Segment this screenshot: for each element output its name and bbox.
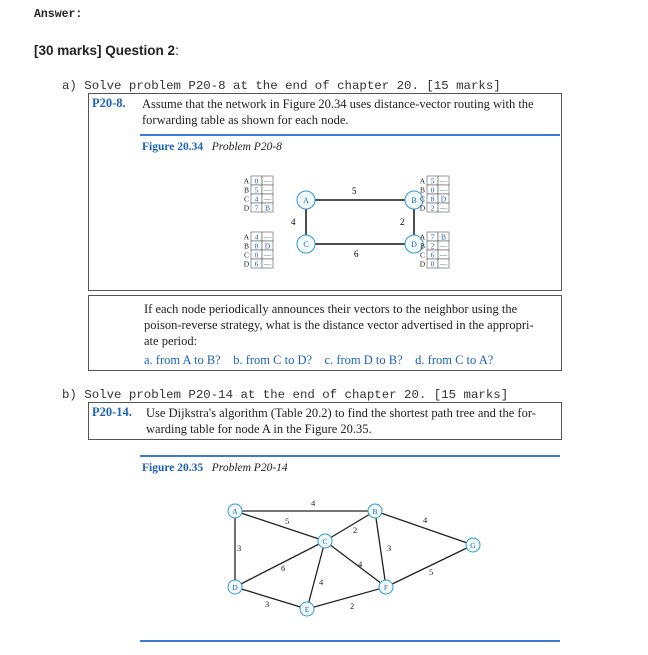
- node-b-label: B: [411, 196, 417, 205]
- graph-node-g: [466, 538, 480, 552]
- figure-20-35-graph: [215, 495, 495, 625]
- node-a: [297, 191, 315, 209]
- option-a: a. from A to B?: [144, 353, 221, 367]
- table-b-cell: D: [440, 194, 447, 204]
- figure-20-34-network: [220, 170, 470, 280]
- table-a-cell: 5: [254, 185, 259, 195]
- graph-node-f: [379, 580, 393, 594]
- question-title: [34, 43, 179, 58]
- weight-a-c: 5: [285, 516, 290, 526]
- weight-b-g: 4: [423, 515, 428, 525]
- table-d-cell: C: [419, 250, 426, 260]
- figure-20-35-label: Figure 20.35: [142, 462, 204, 474]
- table-d-cell: —: [439, 259, 448, 269]
- weight-c-e: 4: [319, 577, 324, 587]
- figure-20-35-caption: [142, 462, 288, 474]
- answer-label: Answer:: [34, 8, 83, 21]
- graph-node-label: D: [232, 583, 238, 592]
- network-links: [306, 200, 414, 244]
- table-a-cell: —: [263, 185, 272, 195]
- table-b-cell: 0: [430, 185, 435, 195]
- question-title-colon: :: [175, 43, 179, 58]
- table-a-cell: B: [243, 185, 250, 195]
- graph-node-e: [300, 602, 314, 616]
- table-c-cell: D: [264, 241, 271, 251]
- table-b-cell: A: [419, 176, 426, 186]
- node-c-label: C: [303, 240, 309, 249]
- graph-node-label: C: [322, 537, 328, 546]
- weight-c-f: 4: [358, 559, 363, 569]
- edge-label-b-d: 2: [400, 217, 405, 227]
- table-a-cell: C: [243, 194, 250, 204]
- table-c-cell: D: [243, 259, 250, 269]
- table-c-cell: —: [263, 232, 272, 242]
- question-title-text: [30 marks] Question 2: [34, 43, 176, 58]
- weight-b-f: 3: [387, 543, 392, 553]
- p20-8-question-line-1: If each node periodically announces their vectors to the neighbor using the: [144, 302, 518, 316]
- p20-8-question-line-3: ate period:: [144, 334, 198, 348]
- table-b-cell: 2: [430, 203, 435, 213]
- graph-node-label: B: [372, 507, 378, 516]
- weight-d-c: 6: [281, 563, 286, 573]
- graph-node-label: G: [470, 541, 476, 550]
- figure-20-34-title: Problem P20-8: [211, 141, 282, 153]
- edge-label-c-a: 4: [291, 217, 296, 227]
- table-a-cell: —: [263, 194, 272, 204]
- graph-node-d: [228, 580, 242, 594]
- graph-node-label: E: [304, 605, 310, 614]
- graph-node-label: A: [232, 507, 238, 516]
- table-c-cell: 4: [254, 232, 259, 242]
- table-d-cell: 0: [430, 259, 435, 269]
- table-c-cell: 0: [254, 250, 259, 260]
- node-d-label: D: [411, 240, 417, 249]
- table-c-cell: 6: [254, 259, 259, 269]
- table-d-cell: —: [439, 241, 448, 251]
- table-d-cell: B: [419, 241, 426, 251]
- node-c: [297, 235, 315, 253]
- table-a-cell: A: [243, 176, 250, 186]
- weight-a-d: 3: [237, 543, 242, 553]
- table-c-cell: B: [243, 241, 250, 251]
- problem-p20-8-number: P20-8.: [92, 96, 126, 110]
- table-b-cell: 5: [430, 176, 435, 186]
- table-a-cell: 0: [254, 176, 259, 186]
- table-d-cell: A: [419, 232, 426, 242]
- table-c-cell: —: [263, 250, 272, 260]
- weight-d-e: 3: [265, 599, 270, 609]
- table-d-cell: —: [439, 250, 448, 260]
- weight-b-c: 2: [353, 525, 358, 535]
- weight-f-g: 5: [429, 567, 434, 577]
- graph-node-b: [368, 504, 382, 518]
- routing-table-c: [244, 232, 273, 269]
- table-b-cell: —: [439, 176, 448, 186]
- table-d-cell: 6: [430, 250, 435, 260]
- problem-p20-8-text-1: Assume that the network in Figure 20.34 uses distance-vector routing with the: [142, 97, 534, 111]
- option-c: c. from D to B?: [324, 353, 403, 367]
- figure-20-34-caption: [142, 141, 282, 153]
- table-c-cell: 8: [254, 241, 259, 251]
- part-b-label: b) Solve problem P20-14 at the end of chapter 20. [15 marks]: [62, 388, 509, 402]
- figure-20-35-rule: [140, 455, 560, 457]
- edge-label-a-b: 5: [352, 186, 357, 196]
- table-b-cell: D: [419, 203, 426, 213]
- routing-table-d: [420, 232, 449, 269]
- table-b-cell: —: [439, 203, 448, 213]
- option-b: b. from C to D?: [233, 353, 313, 367]
- table-a-cell: —: [263, 176, 272, 186]
- figure-20-34-rule: [140, 134, 560, 136]
- table-d-cell: D: [419, 259, 426, 269]
- figure-20-35-title: Problem P20-14: [211, 462, 288, 474]
- routing-table-a: [244, 176, 273, 213]
- part-a-label: a) Solve problem P20-8 at the end of chapter 20. [15 marks]: [62, 79, 501, 93]
- graph-node-label: F: [383, 583, 389, 592]
- table-d-cell: 2: [430, 241, 435, 251]
- table-c-cell: —: [263, 259, 272, 269]
- problem-p20-8-text-2: forwarding table as shown for each node.: [142, 113, 349, 127]
- table-d-cell: B: [440, 232, 447, 242]
- p20-8-options: [144, 352, 493, 368]
- table-c-cell: A: [243, 232, 250, 242]
- figure-20-35-bottom-rule: [140, 640, 560, 642]
- problem-p20-14-text-2: warding table for node A in the Figure 20.35.: [146, 422, 372, 436]
- table-a-cell: 4: [254, 194, 259, 204]
- problem-p20-14-text-1: Use Dijkstra's algorithm (Table 20.2) to find the shortest path tree and the for-: [146, 406, 536, 420]
- option-d: d. from C to A?: [415, 353, 494, 367]
- figure-20-34-label: Figure 20.34: [142, 141, 204, 153]
- table-d-cell: 7: [430, 232, 435, 242]
- table-c-cell: C: [243, 250, 250, 260]
- edge-label-d-c: 6: [354, 249, 359, 259]
- table-a-cell: 7: [254, 203, 259, 213]
- table-b-cell: —: [439, 185, 448, 195]
- table-a-cell: D: [243, 203, 250, 213]
- problem-p20-14-number: P20-14.: [92, 405, 132, 419]
- graph-node-c: [318, 534, 332, 548]
- node-a-label: A: [303, 196, 309, 205]
- p20-8-question-line-2: poison-reverse strategy, what is the distance vector advertised in the appropri-: [144, 318, 534, 332]
- weight-e-f: 2: [350, 601, 355, 611]
- table-b-cell: B: [419, 185, 426, 195]
- weight-a-b: 4: [311, 498, 316, 508]
- routing-table-b: [420, 176, 449, 213]
- graph-node-a: [228, 504, 242, 518]
- table-b-cell: C: [419, 194, 426, 204]
- table-b-cell: 8: [430, 194, 435, 204]
- table-a-cell: B: [264, 203, 271, 213]
